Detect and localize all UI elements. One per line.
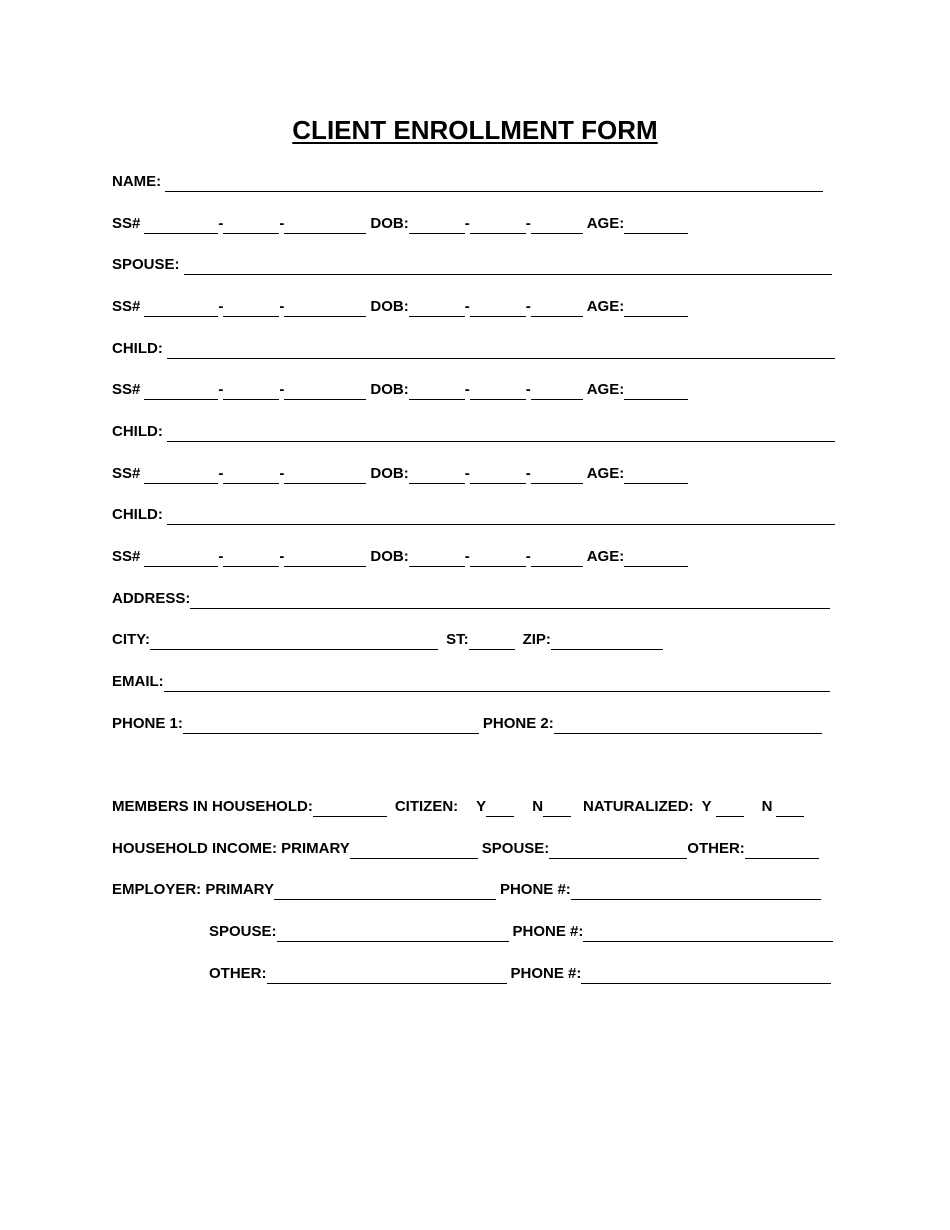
ss-dash: - — [279, 298, 285, 315]
naturalized-no-label: N — [761, 798, 773, 815]
ss-part2-field[interactable] — [223, 552, 279, 567]
name-label: NAME: — [112, 173, 162, 190]
income-other-label: OTHER: — [687, 840, 745, 857]
ss-dash: - — [279, 465, 285, 482]
dob-month-field[interactable] — [409, 219, 465, 234]
employer-spouse-label: SPOUSE: — [209, 923, 277, 940]
ss-part2-field[interactable] — [223, 219, 279, 234]
dob-year-field[interactable] — [531, 302, 583, 317]
employer-other-row — [209, 964, 831, 984]
household-income-label: HOUSEHOLD INCOME: PRIMARY — [112, 840, 350, 857]
phone1-field[interactable] — [183, 719, 479, 734]
dob-dash: - — [464, 465, 470, 482]
ss-part1-field[interactable] — [144, 552, 218, 567]
employer-spouse-phone-field[interactable] — [583, 927, 833, 942]
members-label: MEMBERS IN HOUSEHOLD: — [112, 798, 313, 815]
naturalized-no-field[interactable] — [776, 802, 804, 817]
employer-other-label: OTHER: — [209, 965, 267, 982]
ss-part1-field[interactable] — [144, 302, 218, 317]
spouse-row — [112, 255, 832, 275]
child-label: CHILD: — [112, 340, 163, 357]
email-label: EMAIL: — [112, 673, 164, 690]
ss-part1-field[interactable] — [144, 469, 218, 484]
citizen-yes-field[interactable] — [486, 802, 514, 817]
employer-spouse-row — [209, 922, 833, 942]
ss-dash: - — [218, 465, 224, 482]
dob-day-field[interactable] — [470, 385, 526, 400]
dob-day-field[interactable] — [470, 302, 526, 317]
address-label: ADDRESS: — [112, 590, 191, 607]
age-field[interactable] — [624, 302, 688, 317]
phone1-label: PHONE 1: — [112, 715, 183, 732]
citizen-no-label: N — [532, 798, 544, 815]
child-name-field[interactable] — [167, 510, 835, 525]
income-spouse-field[interactable] — [549, 844, 687, 859]
citizen-no-field[interactable] — [543, 802, 571, 817]
child-name-field[interactable] — [167, 427, 835, 442]
ss-dash: - — [218, 548, 224, 565]
child-row-2 — [112, 422, 835, 442]
zip-field[interactable] — [551, 635, 663, 650]
dob-day-field[interactable] — [470, 552, 526, 567]
zip-label: ZIP: — [522, 631, 551, 648]
spouse-label: SPOUSE: — [112, 256, 180, 273]
ss-dash: - — [218, 381, 224, 398]
dob-dash: - — [525, 548, 531, 565]
dob-dash: - — [525, 465, 531, 482]
phone2-label: PHONE 2: — [482, 715, 554, 732]
ss-part2-field[interactable] — [223, 302, 279, 317]
employer-other-phone-field[interactable] — [581, 969, 831, 984]
employer-primary-phone-label: PHONE #: — [499, 881, 571, 898]
ss-label: SS# — [112, 381, 141, 398]
ss-part3-field[interactable] — [284, 219, 366, 234]
form-title: CLIENT ENROLLMENT FORM — [292, 115, 658, 145]
child-row-1 — [112, 339, 835, 359]
phone-row — [112, 714, 822, 734]
dob-year-field[interactable] — [531, 469, 583, 484]
age-field[interactable] — [624, 552, 688, 567]
dob-year-field[interactable] — [531, 219, 583, 234]
citizen-label: CITIZEN: — [394, 798, 459, 815]
age-field[interactable] — [624, 219, 688, 234]
age-field[interactable] — [624, 385, 688, 400]
name-field[interactable] — [165, 177, 823, 192]
ss-label: SS# — [112, 548, 141, 565]
child-label: CHILD: — [112, 423, 163, 440]
income-primary-field[interactable] — [350, 844, 478, 859]
address-field[interactable] — [190, 594, 830, 609]
income-other-field[interactable] — [745, 844, 819, 859]
income-spouse-label: SPOUSE: — [481, 840, 550, 857]
ss-part2-field[interactable] — [223, 385, 279, 400]
phone2-field[interactable] — [554, 719, 822, 734]
ss-part3-field[interactable] — [284, 469, 366, 484]
employer-spouse-field[interactable] — [277, 927, 509, 942]
age-label: AGE: — [586, 298, 625, 315]
ss-label: SS# — [112, 215, 141, 232]
ss-part3-field[interactable] — [284, 552, 366, 567]
dob-label: DOB: — [370, 465, 409, 482]
email-field[interactable] — [164, 677, 830, 692]
child-row-3 — [112, 505, 835, 525]
email-row — [112, 672, 830, 692]
ss-row-spouse — [112, 297, 688, 317]
dob-day-field[interactable] — [470, 469, 526, 484]
name-row — [112, 172, 823, 192]
employer-primary-field[interactable] — [274, 885, 496, 900]
dob-month-field[interactable] — [409, 302, 465, 317]
state-field[interactable] — [469, 635, 515, 650]
st-label: ST: — [446, 631, 469, 648]
dob-dash: - — [525, 381, 531, 398]
spouse-name-field[interactable] — [184, 260, 832, 275]
household-status-row — [112, 797, 804, 817]
ss-row-child-3 — [112, 547, 688, 567]
address-row — [112, 589, 830, 609]
ss-dash: - — [279, 548, 285, 565]
ss-label: SS# — [112, 465, 141, 482]
members-field[interactable] — [313, 802, 387, 817]
dob-month-field[interactable] — [409, 552, 465, 567]
ss-label: SS# — [112, 298, 141, 315]
ss-part3-field[interactable] — [284, 302, 366, 317]
dob-year-field[interactable] — [531, 385, 583, 400]
employer-spouse-phone-label: PHONE #: — [512, 923, 584, 940]
dob-dash: - — [525, 298, 531, 315]
ss-dash: - — [279, 215, 285, 232]
dob-month-field[interactable] — [409, 385, 465, 400]
employer-primary-phone-field[interactable] — [571, 885, 821, 900]
employer-other-phone-label: PHONE #: — [510, 965, 582, 982]
dob-dash: - — [464, 215, 470, 232]
age-label: AGE: — [586, 465, 625, 482]
city-label: CITY: — [112, 631, 151, 648]
employer-other-field[interactable] — [267, 969, 507, 984]
naturalized-yes-field[interactable] — [716, 802, 744, 817]
ss-row-child-1 — [112, 380, 688, 400]
age-label: AGE: — [586, 381, 625, 398]
dob-label: DOB: — [370, 548, 409, 565]
ss-dash: - — [218, 298, 224, 315]
city-row — [112, 630, 663, 650]
ss-dash: - — [218, 215, 224, 232]
ss-row-child-2 — [112, 464, 688, 484]
dob-dash: - — [464, 381, 470, 398]
dob-dash: - — [464, 298, 470, 315]
age-label: AGE: — [586, 548, 625, 565]
age-field[interactable] — [624, 469, 688, 484]
age-label: AGE: — [586, 215, 625, 232]
ss-part1-field[interactable] — [144, 385, 218, 400]
dob-label: DOB: — [370, 381, 409, 398]
ss-part1-field[interactable] — [144, 219, 218, 234]
ss-part3-field[interactable] — [284, 385, 366, 400]
city-field[interactable] — [150, 635, 438, 650]
citizen-yes-label: Y — [476, 798, 487, 815]
dob-dash: - — [464, 548, 470, 565]
dob-day-field[interactable] — [470, 219, 526, 234]
child-label: CHILD: — [112, 506, 163, 523]
dob-dash: - — [525, 215, 531, 232]
ss-dash: - — [279, 381, 285, 398]
dob-month-field[interactable] — [409, 469, 465, 484]
household-income-row — [112, 839, 819, 859]
ss-row-client — [112, 214, 688, 234]
dob-label: DOB: — [370, 298, 409, 315]
child-name-field[interactable] — [167, 344, 835, 359]
dob-year-field[interactable] — [531, 552, 583, 567]
employer-primary-label: EMPLOYER: PRIMARY — [112, 881, 274, 898]
ss-part2-field[interactable] — [223, 469, 279, 484]
dob-label: DOB: — [370, 215, 409, 232]
naturalized-label: NATURALIZED: — [583, 798, 694, 815]
naturalized-yes-label: Y — [701, 798, 712, 815]
employer-primary-row — [112, 880, 821, 900]
